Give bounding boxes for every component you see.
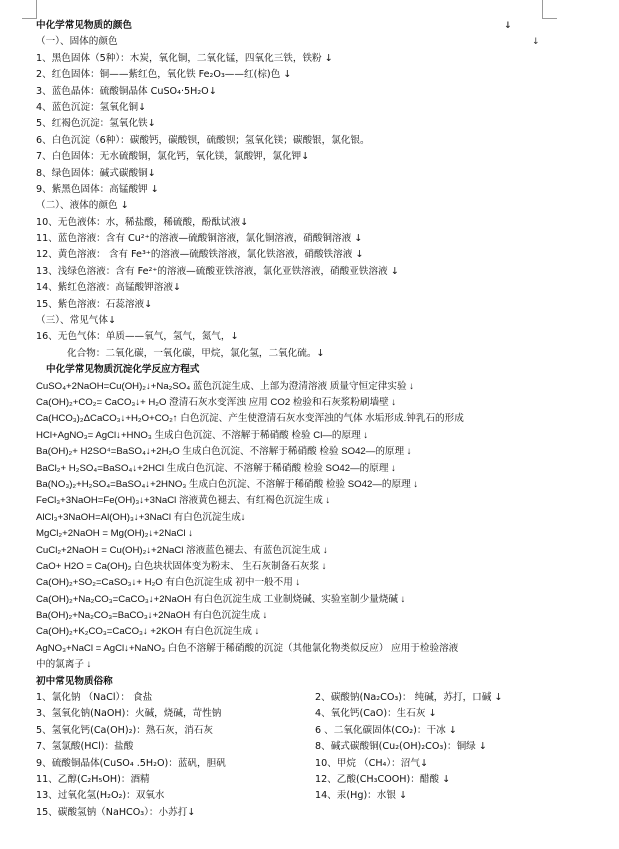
list-line: 3、蓝色晶体：硫酸铜晶体 CuSO₄·5H₂O↓ bbox=[36, 85, 217, 97]
equation-line: AgNO₃+NaCl = AgCl↓+NaNO₃ 白色不溶解于稀硝酸的沉淀（其他氯化物类似反应） 应用于检验溶液 bbox=[36, 642, 459, 654]
common-name-item: 8、碱式碳酸铜(Cu₂(OH)₂CO₃)：铜绿 ↓ bbox=[315, 741, 487, 753]
common-name-item bbox=[315, 805, 576, 821]
common-name-row bbox=[36, 706, 576, 722]
common-name-row bbox=[36, 690, 576, 706]
section-title-common-names: 初中常见物质俗称 bbox=[36, 675, 113, 687]
common-name-item: 9、硫酸铜晶体(CuSO₄ .5H₂O)：蓝矾，胆矾 bbox=[36, 757, 226, 769]
common-name-item: 12、乙酸(CH₃COOH)：醋酸 ↓ bbox=[315, 773, 451, 785]
list-line: 11、蓝色溶液：含有 Cu²⁺的溶液—硫酸铜溶液，氯化铜溶液，硝酸铜溶液 ↓ bbox=[36, 233, 363, 245]
section-title-colors bbox=[36, 18, 576, 34]
list-line: 6、白色沉淀（6种）：碳酸钙，碳酸钡，硫酸钡；氢氧化镁；碳酸银，氯化银。 bbox=[36, 134, 370, 146]
common-name-item: 15、碳酸氢钠（NaHCO₃）：小苏打↓ bbox=[36, 806, 196, 818]
equation-line: BaCl₂+ H₂SO₄=BaSO₄↓+2HCl 生成白色沉淀、不溶解于稀硝酸 检验 SO42—的原理 ↓ bbox=[36, 462, 396, 474]
list-line: 14、紫红色溶液：高锰酸钾溶液↓ bbox=[36, 282, 181, 294]
list-line: 9、紫黑色固体：高锰酸钾 ↓ bbox=[36, 183, 159, 195]
list-line: 15、紫色溶液：石蕊溶液↓ bbox=[36, 298, 153, 310]
equation-line: Ba(OH)₂+Na₂CO₃=BaCO₃↓+2NaOH 有白色沉淀生成 ↓ bbox=[36, 610, 268, 622]
equation-line: 中的氯离子 ↓ bbox=[36, 659, 92, 671]
list-line: 8、绿色固体：碱式碳酸铜↓ bbox=[36, 167, 156, 179]
document-page bbox=[36, 18, 576, 821]
crop-mark-top-left bbox=[22, 0, 37, 19]
equation-line: Ca(OH)₂+SO₂=CaSO₃↓+ H₂O 有白色沉淀生成 初中一般不用 ↓ bbox=[36, 577, 301, 589]
list-line: 2、红色固体：铜——紫红色，氧化铁 Fe₂O₃——红(棕)色 ↓ bbox=[36, 69, 292, 81]
list-line: 7、白色固体：无水硫酸铜，氯化钙，氧化镁，氯酸钾，氯化钾↓ bbox=[36, 151, 310, 163]
common-name-item: 13、过氧化氢(H₂O₂)：双氧水 bbox=[36, 790, 165, 802]
list-line: 5、红褐色沉淀：氢氧化铁↓ bbox=[36, 118, 156, 130]
equation-line: HCl+AgNO₃= AgCl↓+HNO₃ 生成白色沉淀、不溶解于稀硝酸 检验 Cl—的原理 ↓ bbox=[36, 429, 369, 441]
list-line: （三）、常见气体↓ bbox=[36, 315, 116, 327]
equation-line: Ca(OH)₂+K₂CO₃=CaCO₃↓ +2KOH 有白色沉淀生成 ↓ bbox=[36, 626, 260, 638]
section-title-text: 中化学常见物质的颜色 bbox=[36, 20, 132, 31]
list-line: （二）、液体的颜色 ↓ bbox=[36, 200, 129, 212]
compound-gases-line: 化合物：二氧化碳，一氧化碳，甲烷，氯化氢，二氧化硫。↓ bbox=[67, 347, 325, 359]
common-name-row bbox=[36, 805, 576, 821]
equation-line: Ca(HCO₃)₂ΔCaCO₃↓+H₂O+CO₂↑ 白色沉淀、产生使澄清石灰水变浑浊的气体 水垢形成.钟乳石的形成 bbox=[36, 413, 464, 425]
equation-line: CuSO₄+2NaOH=Cu(OH)₂↓+Na₂SO₄ 蓝色沉淀生成、上部为澄清溶液 质量守恒定律实验 ↓ bbox=[36, 380, 415, 392]
common-name-item: 1、氯化钠 （NaCl）： 食盐 bbox=[36, 692, 153, 704]
common-name-item: 14、汞(Hg)：水银 ↓ bbox=[315, 790, 408, 802]
common-name-item: 2、碳酸钠(Na₂CO₃)： 纯碱，苏打，口碱 ↓ bbox=[315, 692, 503, 704]
common-name-row bbox=[36, 788, 576, 804]
crop-mark-top-right bbox=[542, 0, 557, 19]
equation-line: FeCl₃+3NaOH=Fe(OH)₃↓+3NaCl 溶液黄色褪去、有红褐色沉淀生成 ↓ bbox=[36, 495, 331, 507]
common-name-row bbox=[36, 756, 576, 772]
list-line: 4、蓝色沉淀：氢氧化铜↓ bbox=[36, 101, 147, 113]
common-name-item: 4、氧化钙(CaO)：生石灰 ↓ bbox=[315, 708, 437, 720]
equation-line: Ca(OH)₂+CO₂= CaCO₃↓+ H₂O 澄清石灰水变浑浊 应用 CO2 检验和石灰浆粉刷墙壁 ↓ bbox=[36, 396, 397, 408]
equation-line: MgCl₂+2NaOH = Mg(OH)₂↓+2NaCl ↓ bbox=[36, 528, 193, 540]
common-name-item: 11、乙醇(C₂H₅OH)：酒精 bbox=[36, 773, 150, 785]
list-line: 12、黄色溶液： 含有 Fe³⁺的溶液—硫酸铁溶液，氯化铁溶液，硝酸铁溶液 ↓ bbox=[36, 249, 364, 261]
section-title-equations: 中化学常见物质沉淀化学反应方程式 bbox=[46, 364, 200, 376]
common-name-item: 7、氢氯酸(HCl)：盐酸 bbox=[36, 741, 134, 753]
equation-line: Ba(OH)₂+ H2SO⁴=BaSO₄↓+2H₂O 生成白色沉淀、不溶解于稀硝酸 检验 SO42—的原理 ↓ bbox=[36, 446, 412, 458]
list-line: （一）、固体的颜色 ↓ bbox=[36, 34, 576, 50]
paragraph-mark: ↓ bbox=[504, 21, 512, 31]
list-line: 16、无色气体：单质——氧气，氢气，氮气，↓ bbox=[36, 331, 239, 343]
equation-line: Ca(OH)₂+Na₂CO₃=CaCO₃↓+2NaOH 有白色沉淀生成 工业制烧碱、实验室制少量烧碱 ↓ bbox=[36, 593, 406, 605]
equation-line: AlCl₃+3NaOH=Al(OH)₃↓+3NaCl 有白色沉淀生成↓ bbox=[36, 511, 246, 523]
common-name-row bbox=[36, 772, 576, 788]
list-line: 1、黑色固体（5种）：木炭，氧化铜，二氧化锰，四氧化三铁，铁粉 ↓ bbox=[36, 52, 333, 64]
paragraph-mark: ↓ bbox=[532, 37, 540, 48]
common-name-row bbox=[36, 739, 576, 755]
equation-line: CaO+ H2O = Ca(OH)₂ 白色块状固体变为粉末、 生石灰制备石灰浆 ↓ bbox=[36, 560, 327, 572]
common-name-item: 10、甲烷 （CH₄）：沼气↓ bbox=[315, 757, 429, 769]
common-name-item: 6 、二氧化碳固体(CO₂)：干冰 ↓ bbox=[315, 724, 457, 736]
common-name-item: 3、氢氧化钠(NaOH)：火碱，烧碱，苛性钠 bbox=[36, 708, 222, 720]
list-line: 13、浅绿色溶液：含有 Fe²⁺的溶液—硫酸亚铁溶液，氯化亚铁溶液，硝酸亚铁溶液 ↓ bbox=[36, 265, 399, 277]
list-line: 10、无色液体：水，稀盐酸，稀硫酸，酚酞试液↓ bbox=[36, 216, 249, 228]
equation-line: Ba(NO₃)₂+H₂SO₄=BaSO₄↓+2HNO₃ 生成白色沉淀、不溶解于稀硝酸 检验 SO42—的原理 ↓ bbox=[36, 478, 419, 490]
common-name-item: 5、氢氧化钙(Ca(OH)₂)：熟石灰，消石灰 bbox=[36, 724, 213, 736]
equation-line: CuCl₂+2NaOH = Cu(OH)₂↓+2NaCl 溶液蓝色褪去、有蓝色沉淀生成 ↓ bbox=[36, 544, 328, 556]
common-name-row bbox=[36, 723, 576, 739]
